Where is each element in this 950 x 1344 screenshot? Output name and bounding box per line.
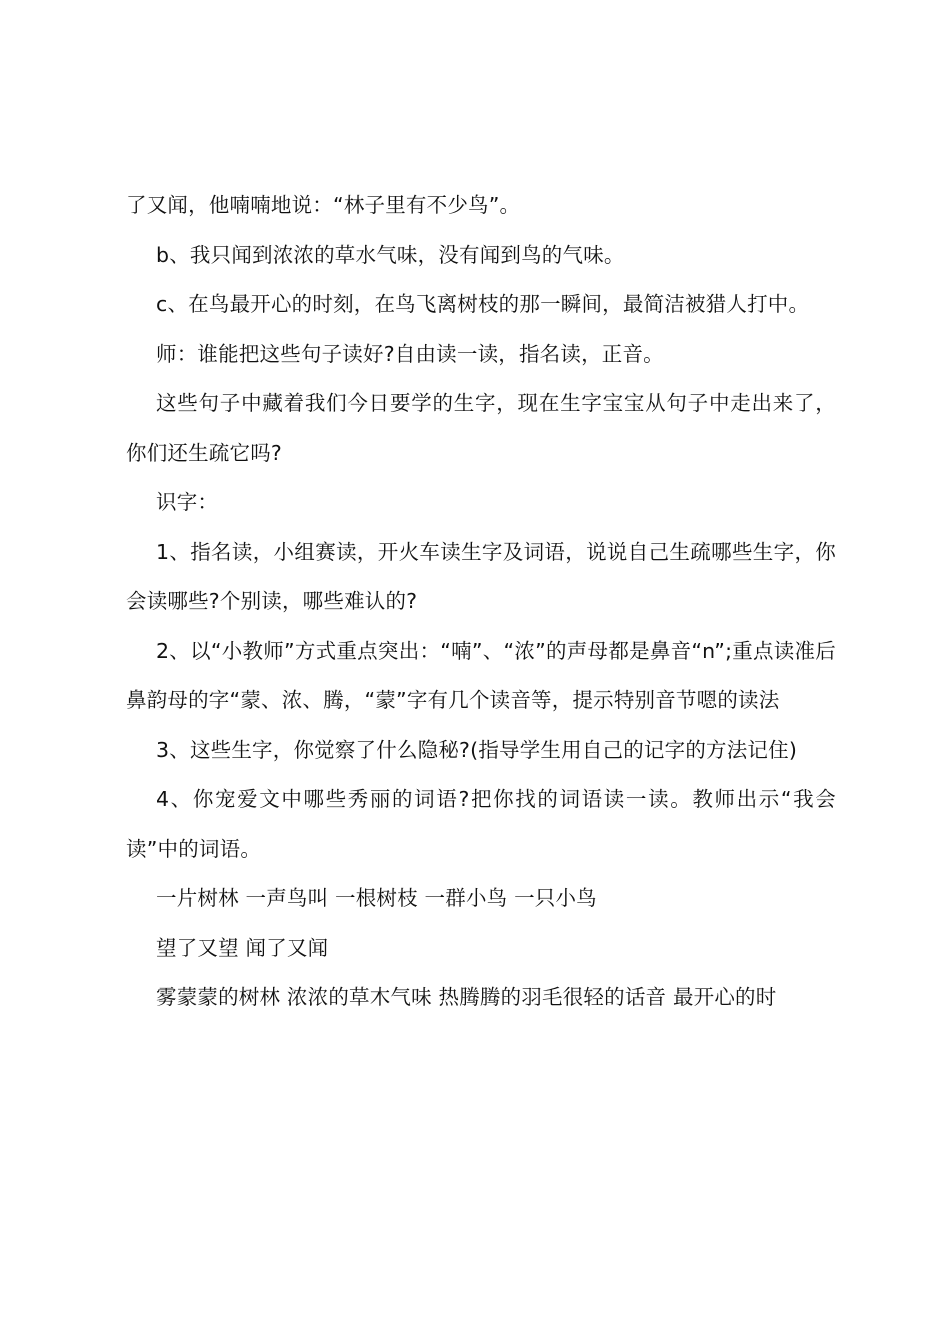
- paragraph-sentence-b: b、我只闻到浓浓的草水气味，没有闻到鸟的气味。: [156, 242, 625, 267]
- paragraph-step-1: 1、指名读，小组赛读，开火车读生字及词语，说说自己生疏哪些生字，你会读哪些?个别读，哪些难认的?: [126, 539, 836, 613]
- paragraph-step-4: 4、你宠爱文中哪些秀丽的词语?把你找的词语读一读。教师出示“我会读”中的词语。: [126, 787, 836, 861]
- paragraph-continuation: 了又闻，他喃喃地说：“林子里有不少鸟”。: [126, 193, 521, 217]
- paragraph-word-list-1: 一片树林 一声鸟叫 一根树枝 一群小鸟 一只小鸟: [156, 886, 597, 910]
- paragraph-sentence-c: c、在鸟最开心的时刻，在鸟飞离树枝的那一瞬间，最简洁被猎人打中。: [156, 292, 810, 316]
- document-body: [126, 181, 836, 1023]
- paragraph-new-characters-intro: 这些句子中藏着我们今日要学的生字，现在生字宝宝从句子中走出来了，你们还生疏它吗?: [126, 391, 836, 465]
- paragraph-word-list-3: 雾蒙蒙的树林 浓浓的草木气味 热腾腾的羽毛很轻的话音 最开心的时: [156, 985, 777, 1009]
- paragraph-word-list-2: 望了又望 闻了又闻: [156, 935, 329, 960]
- paragraph-step-3: 3、这些生字，你觉察了什么隐秘?(指导学生用自己的记字的方法记住): [156, 737, 798, 762]
- paragraph-step-2: 2、以“小教师”方式重点突出：“喃”、“浓”的声母都是鼻音“n”;重点读准后鼻韵母的字“蒙、浓、腾，“蒙”字有几个读音等，提示特别音节嗯的读法: [126, 638, 836, 712]
- paragraph-teacher-instruction: 师：谁能把这些句子读好?自由读一读，指名读，正音。: [156, 341, 664, 366]
- paragraph-literacy-heading: 识字：: [156, 490, 219, 514]
